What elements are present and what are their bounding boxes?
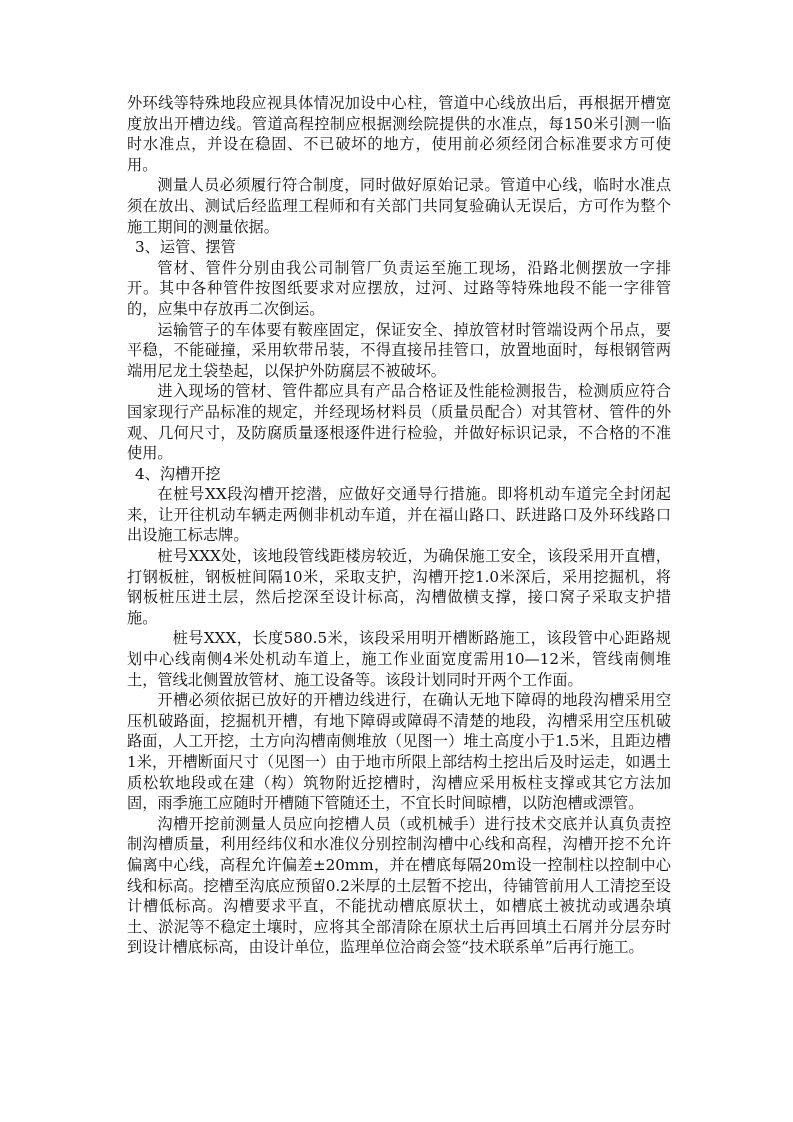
paragraph-trench-quality-control: 沟槽开挖前测量人员应向挖槽人员（或机械手）进行技术交底并认真负责控制沟槽质量，利用经纬仪和水准仪分别控制沟槽中心线和高程，沟槽开挖不允许偏离中心线，高程允许偏差±20mm，并在槽底每隔20m设一控制柱以控制中心线和标高。挖槽至沟底应预留0.2米厚的土层暂不挖出，待铺管前用人工清挖至设计槽低标高。沟槽要求平直，不能扰动槽底原状土，如槽底土被扰动或遇杂填土、淤泥等不稳定土壤时，应将其全部清除在原状土后再回填土石屑并分层夯时到设计槽底标高，由设计单位，监理单位洽商会签“技术联系单”后再行施工。 bbox=[127, 814, 671, 957]
paragraph-trench-method: 开槽必须依据已放好的开槽边线进行，在确认无地下障碍的地段沟槽采用空压机破路面，挖掘机开槽，有地下障碍或障碍不清楚的地段，沟槽采用空压机破路面，人工开挖，土方向沟槽南侧堆放（见图一）堆土高度小于1.5米，且距边槽1米，开槽断面尺寸（见图一）由于地市所限上部结构土挖出后及时运走，如遇土质松软地段或在建（构）筑物附近挖槽时，沟槽应采用板柱支撑或其它方法加固，雨季施工应随时开槽随下管随还土，不宜长时间晾槽，以防泡槽或漂管。 bbox=[127, 691, 671, 813]
document-body bbox=[127, 93, 671, 958]
paragraph-pipe-placement: 管材、管件分别由我公司制管厂负责运至施工现场，沿路北侧摆放一字排开。其中各种管件按图纸要求对应摆放，过河、过路等特殊地段不能一字徘管的，应集中存放再二次倒运。 bbox=[127, 258, 671, 318]
paragraph-material-inspection: 进入现场的管材、管件都应具有产品合格证及性能检测报告，检测质应符合国家现行产品标准的规定，并经现场材料员（质量员配合）对其管材、管件的外观、几何尺寸，及防腐质量逐根逐件进行检验，并做好标识记录，不合格的不准使用。 bbox=[127, 382, 671, 463]
section-heading-trench-excavation: 4、沟槽开挖 bbox=[135, 464, 221, 483]
paragraph-open-trench-section: 桩号XXX，长度580.5米，该段采用明开槽断路施工，该段管中心距路规划中心线南侧4米处机动车道上，施工作业面宽度需用10—12米，管线南侧堆土，管线北侧置放管材、施工设备等。该段计划同时开两个工作面。 bbox=[127, 629, 671, 689]
paragraph-survey-continued: 外环线等特殊地段应视具体情况加设中心柱，管道中心线放出后，再根据开槽宽度放出开槽边线。管道高程控制应根据测绘院提供的水准点，每150米引测一临时水准点，并设在稳固、不已破坏的地方，使用前必须经闭合标准要求方可使用。 bbox=[127, 94, 671, 174]
paragraph-survey-records: 测量人员必须履行符合制度，同时做好原始记录。管道中心线，临时水准点须在放出、测试后经监理工程师和有关部门共同复验确认无误后，方可作为整个施工期间的测量依据。 bbox=[127, 176, 671, 236]
section-heading-pipe-transport: 3、运管、摆管 bbox=[135, 238, 236, 257]
paragraph-pipe-transport-safety: 运输管子的车体要有鞍座固定，保证安全、掉放管材时管端设两个吊点，要平稳，不能碰撞，采用软带吊装，不得直接吊挂管口，放置地面时，每根钢管两端用尼龙土袋垫起，以保护外防腐层不被破坏。 bbox=[127, 320, 671, 380]
paragraph-steel-sheet-piles: 桩号XXX处，该地段管线距楼房较近，为确保施工安全，该段采用开直槽，打钢板桩，钢板桩间隔10米，采取支护，沟槽开挖1.0米深后，采用挖掘机，将钢板桩压进土层，然后挖深至设计标高，沟槽做横支撑，接口窝子采取支护措施。 bbox=[127, 547, 671, 627]
paragraph-traffic-diversion: 在桩号XX段沟槽开挖潜，应做好交通导行措施。即将机动车道完全封闭起来，让开往机动车辆走两侧非机动车道，并在福山路口、跃进路口及外环线路口出设施工标志牌。 bbox=[127, 485, 671, 545]
